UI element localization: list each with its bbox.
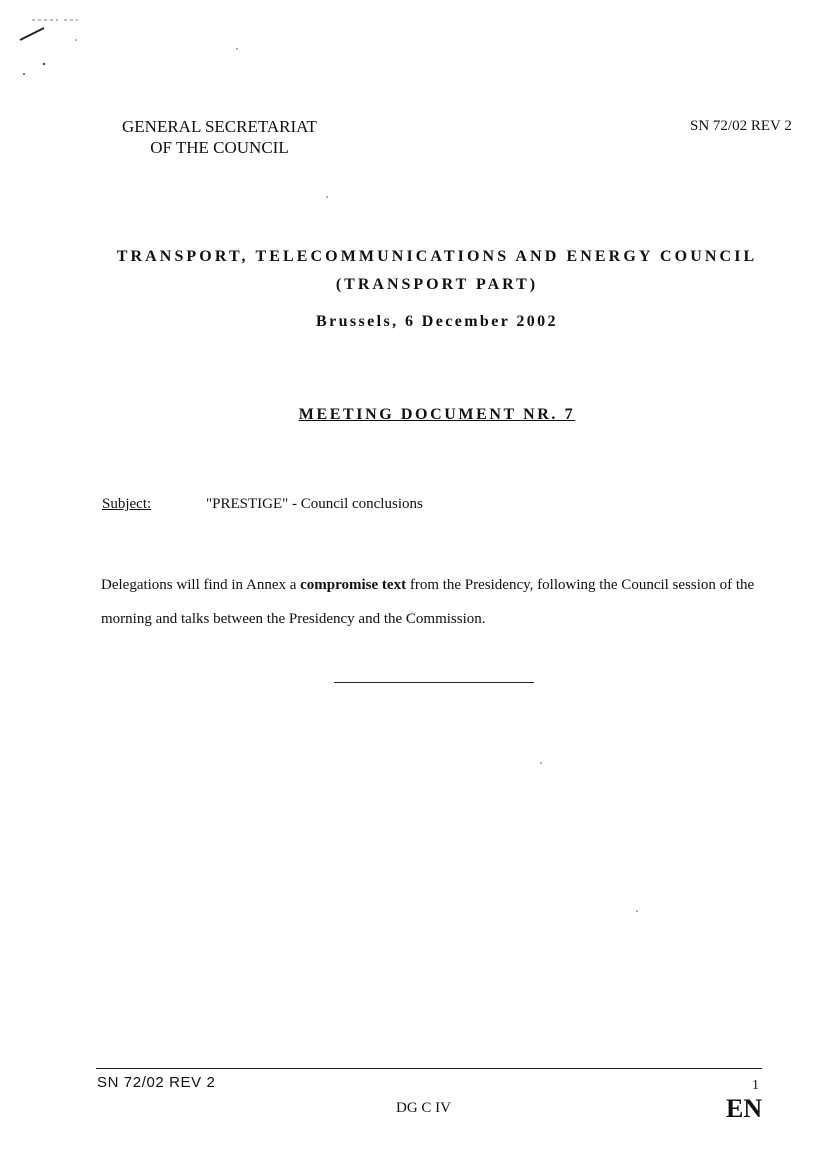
body-text-end: from the Presidency, following the Council session of the morning and talks between the Presidency and the Commission. [101, 577, 755, 627]
secretariat-line-2: OF THE COUNCIL [150, 138, 289, 157]
language-code: EN [726, 1094, 763, 1123]
scan-mark [18, 18, 78, 78]
subject-label: Subject: [102, 496, 152, 512]
directorate: DG C IV [396, 1100, 451, 1116]
issuing-body [122, 116, 317, 158]
footer-rule [96, 1068, 762, 1069]
footer-reference: SN 72/02 REV 2 [97, 1074, 216, 1091]
subject-text: "PRESTIGE" - Council conclusions [206, 496, 423, 512]
meeting-document-title: MEETING DOCUMENT NR. 7 [298, 406, 576, 423]
body-paragraph [101, 568, 761, 636]
scan-speck [236, 48, 238, 50]
council-part: (TRANSPORT PART) [335, 276, 539, 293]
body-text-start: Delegations will find in Annex a [101, 577, 301, 593]
council-title: TRANSPORT, TELECOMMUNICATIONS AND ENERGY COUNCIL [116, 248, 758, 265]
place-date: Brussels, 6 December 2002 [316, 313, 558, 330]
body-text-bold: compromise text [300, 577, 407, 593]
separator-line [334, 682, 534, 683]
scan-speck [326, 196, 328, 198]
page-number: 1 [752, 1078, 759, 1093]
scan-speck [540, 762, 542, 764]
scan-speck [636, 910, 638, 912]
document-reference: SN 72/02 REV 2 [690, 118, 792, 134]
secretariat-line-1: GENERAL SECRETARIAT [122, 117, 317, 136]
